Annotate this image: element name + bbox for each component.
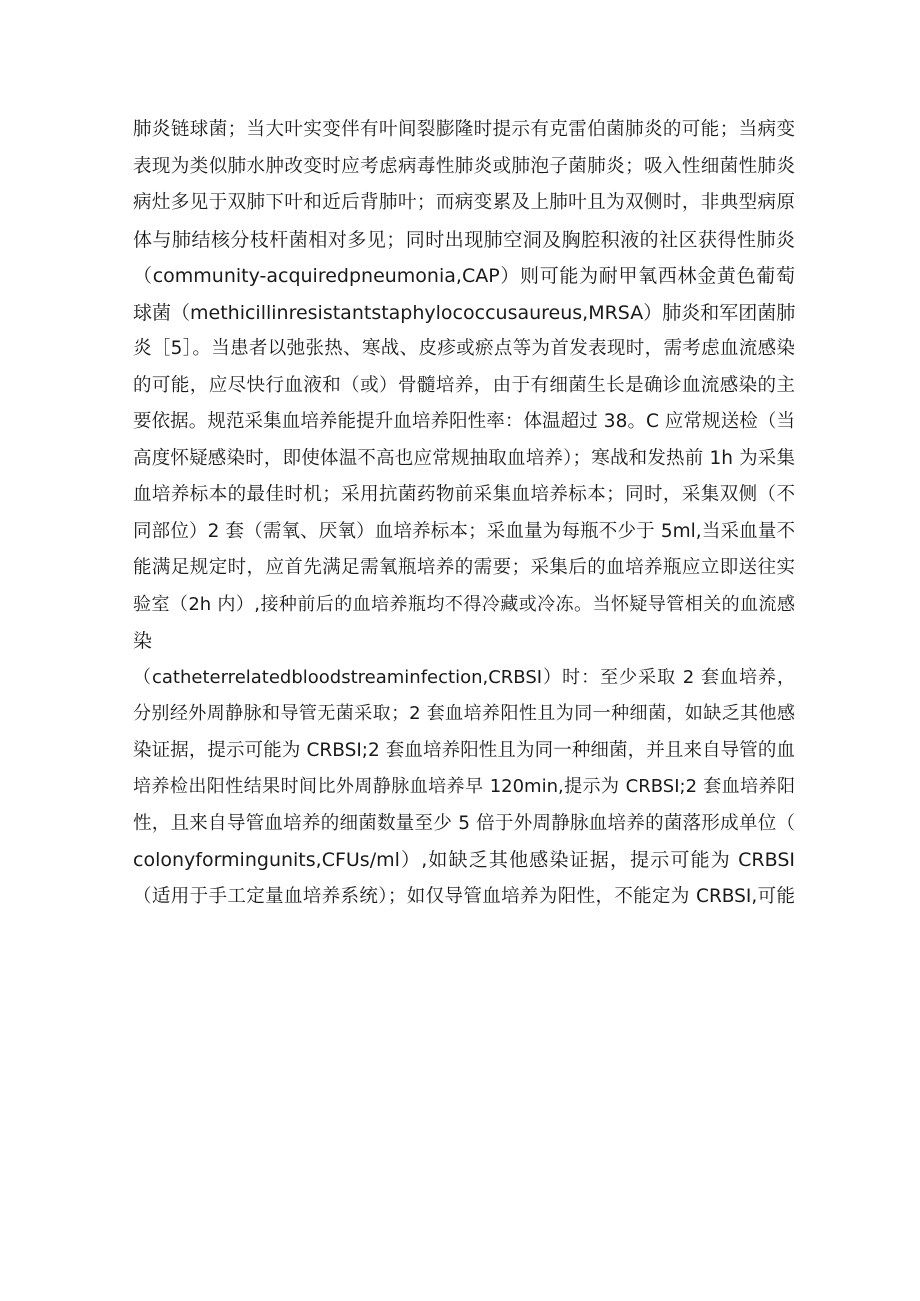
text-line: 高度怀疑感染时，即使体温不高也应常规抽取血培养）；寒战和发热前 1h 为采集: [133, 447, 795, 469]
text-line: 验室（2h 内）,接种前后的血培养瓶均不得冷藏或冷冻。当怀疑导管相关的血流感: [133, 593, 795, 615]
text-line: 性，且来自导管血培养的细菌数量至少 5 倍于外周静脉血培养的菌落形成单位（: [133, 812, 795, 834]
text-line: （community-acquiredpneumonia,CAP）则可能为耐甲氧西林金黄色葡萄: [133, 265, 795, 287]
text-line: （适用于手工定量血培养系统）；如仅导管血培养为阳性，不能定为 CRBSI,可能: [133, 885, 795, 907]
text-line: 病灶多见于双肺下叶和近后背肺叶；而病变累及上肺叶且为双侧时，非典型病原: [133, 192, 795, 213]
text-line: 血培养标本的最佳时机；采用抗菌药物前采集血培养标本；同时，采集双侧（不: [133, 484, 795, 505]
text-line: （catheterrelatedbloodstreaminfection,CRBSI）时：至少采取 2 套血培养，: [133, 666, 795, 688]
text-line: 炎［5］。当患者以弛张热、寒战、皮疹或瘀点等为首发表现时，需考虑血流感染: [133, 338, 795, 359]
text-line: 培养检出阳性结果时间比外周静脉血培养早 120min,提示为 CRBSI;2 套血培养阳: [133, 776, 795, 797]
text-line: 的可能，应尽快行血液和（或）骨髓培养，由于有细菌生长是确诊血流感染的主: [133, 374, 795, 396]
body-text: [133, 112, 795, 915]
text-line: 要依据。规范采集血培养能提升血培养阳性率：体温超过 38。C 应常规送检（当: [133, 411, 795, 432]
text-line: 表现为类似肺水肿改变时应考虑病毒性肺炎或肺泡子菌肺炎；吸入性细菌性肺炎: [133, 155, 795, 177]
text-line: 染: [133, 630, 153, 652]
text-line: 球菌（methicillinresistantstaphylococcusaureus,MRSA）肺炎和军团菌肺: [133, 301, 795, 324]
text-line: 能满足规定时，应首先满足需氧瓶培养的需要；采集后的血培养瓶应立即送往实: [133, 557, 795, 578]
text-line: 染证据，提示可能为 CRBSI;2 套血培养阳性且为同一种细菌，并且来自导管的血: [133, 739, 795, 761]
text-line: 肺炎链球菌；当大叶实变伴有叶间裂膨隆时提示有克雷伯菌肺炎的可能；当病变: [133, 119, 795, 140]
text-line: colonyformingunits,CFUs/ml）,如缺乏其他感染证据，提示可能为 CRBSI: [133, 849, 795, 871]
text-line: 体与肺结核分枝杆菌相对多见；同时出现肺空洞及胸腔积液的社区获得性肺炎: [133, 228, 795, 251]
text-line: 同部位）2 套（需氧、厌氧）血培养标本；采血量为每瓶不少于 5ml,当采血量不: [133, 520, 795, 542]
text-line: 分别经外周静脉和导管无菌采取；2 套血培养阳性且为同一种细菌，如缺乏其他感: [133, 703, 795, 724]
